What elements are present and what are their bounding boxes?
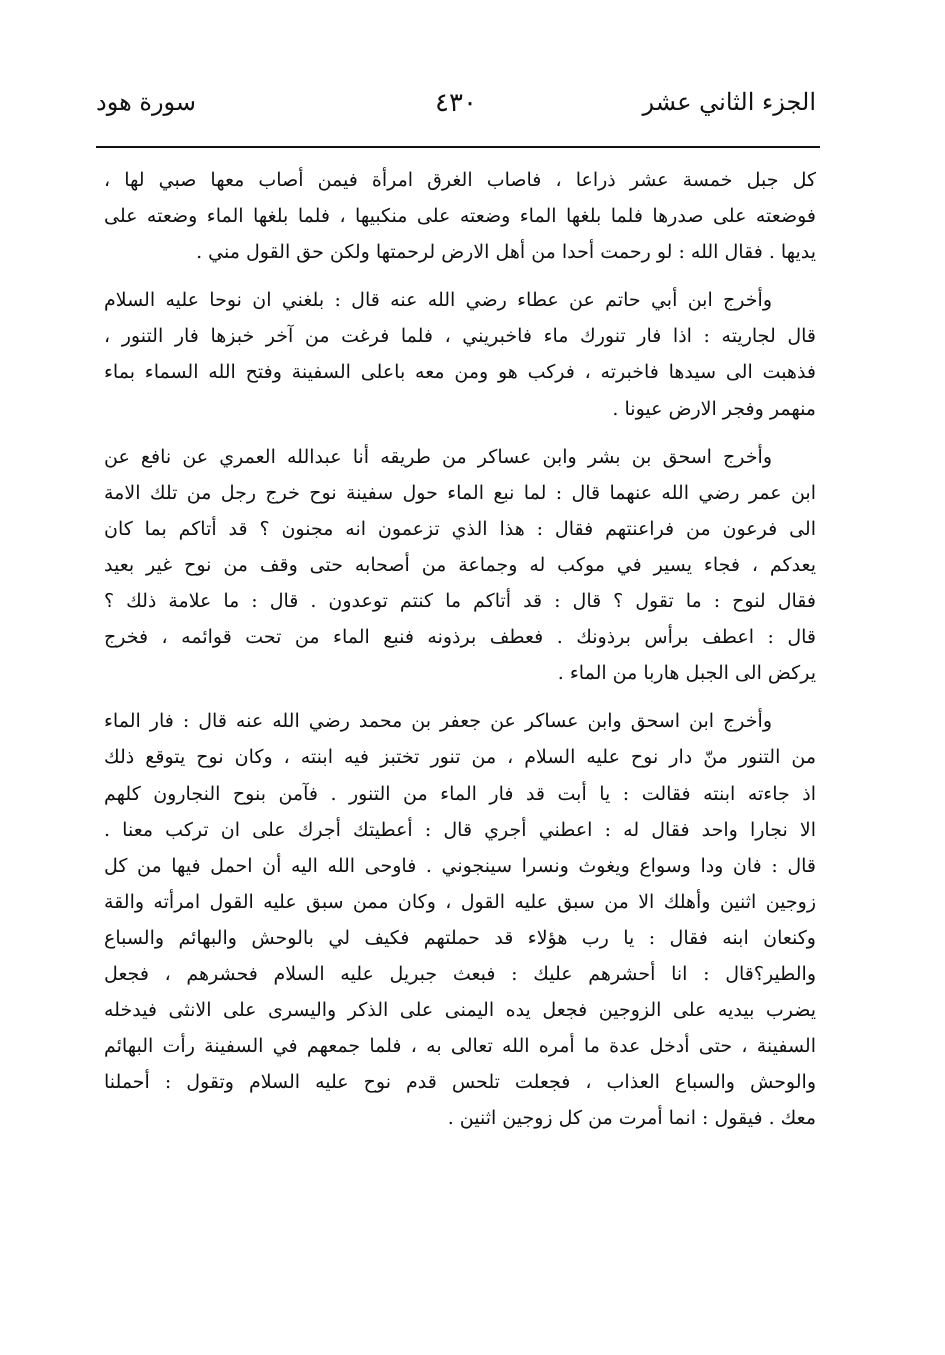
text-line: يعدكم ، فجاء يسير في موكب له وجماعة من أصحابه حتى وقف من نوح غير بعيد [104, 553, 816, 576]
text-line: كل جبل خمسة عشر ذراعا ، فاصاب الغرق امرأة فيمن أصاب معها صبي لها ، [104, 169, 816, 191]
text-line: يركض الى الجبل هاربا من الماء . [557, 662, 816, 685]
text-line: من التنور منّ دار نوح عليه السلام ، من تنور تختبز فيه ابنته ، وكان نوح يتوقع ذلك [104, 746, 816, 769]
text-line: يديها . فقال الله : لو رحمت أحدا من أهل الارض لرحمتها ولكن حق القول مني . [196, 241, 816, 264]
text-line: وأخرج اسحق بن بشر وابن عساكر من طريقه أنا عبدالله العمري عن نافع عن [104, 445, 772, 468]
header-rule [96, 146, 820, 148]
text-line: معك . فيقول : انما أمرت من كل زوجين اثنين . [447, 1107, 816, 1130]
text-line: منهمر وفجر الارض عيونا . [612, 397, 816, 420]
text-line: زوجين اثنين وأهلك الا من سبق عليه القول ، وكان ممن سبق عليه القول امرأته والقة [104, 890, 816, 913]
part-label: الجزء الثاني عشر [642, 88, 816, 116]
text-line: ابن عمر رضي الله عنهما قال : لما نبع الماء حول سفينة نوح خرج رجل من تلك الامة [104, 481, 816, 504]
surah-label: سورة هود [96, 88, 197, 116]
text-line: اذ جاءته ابنته فقالت : يا أبت قد فار الماء من التنور . فآمن بنوح النجارون كلهم [104, 782, 816, 805]
text-line: والوحش والسباع العذاب ، فجعلت تلحس قدم نوح عليه السلام وتقول : أحملنا [104, 1071, 816, 1094]
paragraph-3 [104, 439, 816, 692]
text-line: قال : فان ودا وسواع ويغوث ونسرا سينجوني . فاوحى الله اليه أن احمل فيها من كل [104, 854, 816, 877]
text-line: فذهبت الى سيدها فاخبرته ، فركب هو ومن معه باعلى السفينة وفتح الله السماء بماء [104, 361, 816, 384]
paragraph-4 [104, 703, 816, 1136]
text-line: وأخرج ابن أبي حاتم عن عطاء رضي الله عنه قال : بلغني ان نوحا عليه السلام [104, 289, 772, 312]
text-line: فوضعته على صدرها فلما بلغها الماء وضعته على منكبيها ، فلما بلغها الماء وضعته على [104, 205, 816, 228]
paragraph-1 [104, 162, 816, 270]
text-line: فقال لنوح : ما تقول ؟ قال : قد أتاكم ما كنتم توعدون . قال : ما علامة ذلك ؟ [104, 590, 816, 613]
text-line: والطير؟قال : انا أحشرهم عليك : فبعث جبريل عليه السلام فحشرهم ، فجعل [104, 962, 816, 985]
text-line: قال : اعطف برأس برذونك . فعطف برذونه فنبع الماء من تحت قوائمه ، فخرج [104, 626, 816, 649]
text-line: وكنعان ابنه فقال : يا رب هؤلاء قد حملتهم فكيف لي بالوحش والبهائم والسباع [104, 926, 816, 949]
text-line: وأخرج ابن اسحق وابن عساكر عن جعفر بن محمد رضي الله عنه قال : فار الماء [104, 710, 772, 733]
text-line: يضرب بيديه على الزوجين فجعل يده اليمنى على الذكر واليسرى على الانثى فيدخله [104, 999, 816, 1022]
page-number: ٤٣٠ [435, 88, 477, 118]
running-header [96, 88, 816, 128]
text-line: قال لجاريته : اذا فار تنورك ماء فاخبريني ، فلما فرغت من آخر خبزها فار التنور ، [104, 325, 816, 348]
page-body [104, 162, 816, 1136]
text-line: السفينة ، حتى أدخل عدة ما أمره الله تعالى به ، فلما جمعهم في السفينة رأت البهائم [104, 1035, 816, 1058]
text-line: الا نجارا واحد فقال له : اعطني أجري قال : أعطيتك أجرك على ان تركب معنا . [104, 818, 816, 841]
paragraph-2 [104, 282, 816, 426]
text-line: الى فرعون من فراعنتهم فقال : هذا الذي تزعمون انه مجنون ؟ قد أتاكم بما كان [104, 517, 816, 540]
